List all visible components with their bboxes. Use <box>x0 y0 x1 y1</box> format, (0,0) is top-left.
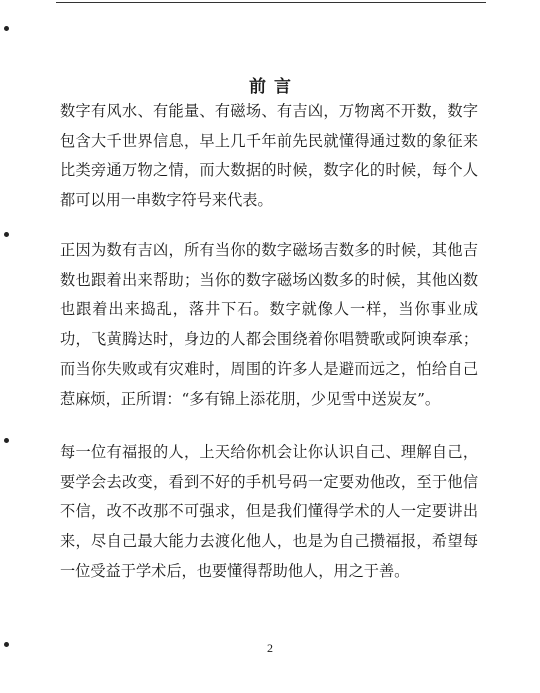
page-title: 前言 <box>249 77 299 97</box>
binding-hole-1 <box>4 26 9 31</box>
paragraph-3: 每一位有福报的人，上天给你机会让你认识自己、理解自己，要学会去改变，看到不好的手机号码一定要劝他改，至于他信不信，改不改那不可强求，但是我们懂得学术的人一定要讲出来，尽自己最大能力去渡化他人，也是为自己攒福报，希望每一位受益于学术后，也要懂得帮助他人，用之于善。 <box>60 443 478 580</box>
top-rule <box>56 2 486 3</box>
paragraph-2: 正因为数有吉凶，所有当你的数字磁场吉数多的时候，其他吉数也跟着出来帮助；当你的数字磁场凶数多的时候，其他凶数也跟着出来捣乱，落井下石。数字就像人一样，当你事业成功，飞黄腾达时，身边的人都会围绕着你唱赞歌或阿谀奉承；而当你失败或有灾难时，周围的许多人是避而远之，怕给自己惹麻烦，正所谓：“多有锦上添花朋，少见雪中送炭友”。 <box>60 241 478 408</box>
binding-hole-3 <box>4 438 9 443</box>
binding-hole-2 <box>4 232 9 237</box>
paragraph-1: 数字有风水、有能量、有磁场、有吉凶，万物离不开数，数字包含大千世界信息，早上几千年前先民就懂得通过数的象征来比类旁通万物之情，而大数据的时候，数字化的时候，每个人都可以用一串数字符号来代表。 <box>60 102 478 210</box>
page-number: 2 <box>267 641 273 655</box>
